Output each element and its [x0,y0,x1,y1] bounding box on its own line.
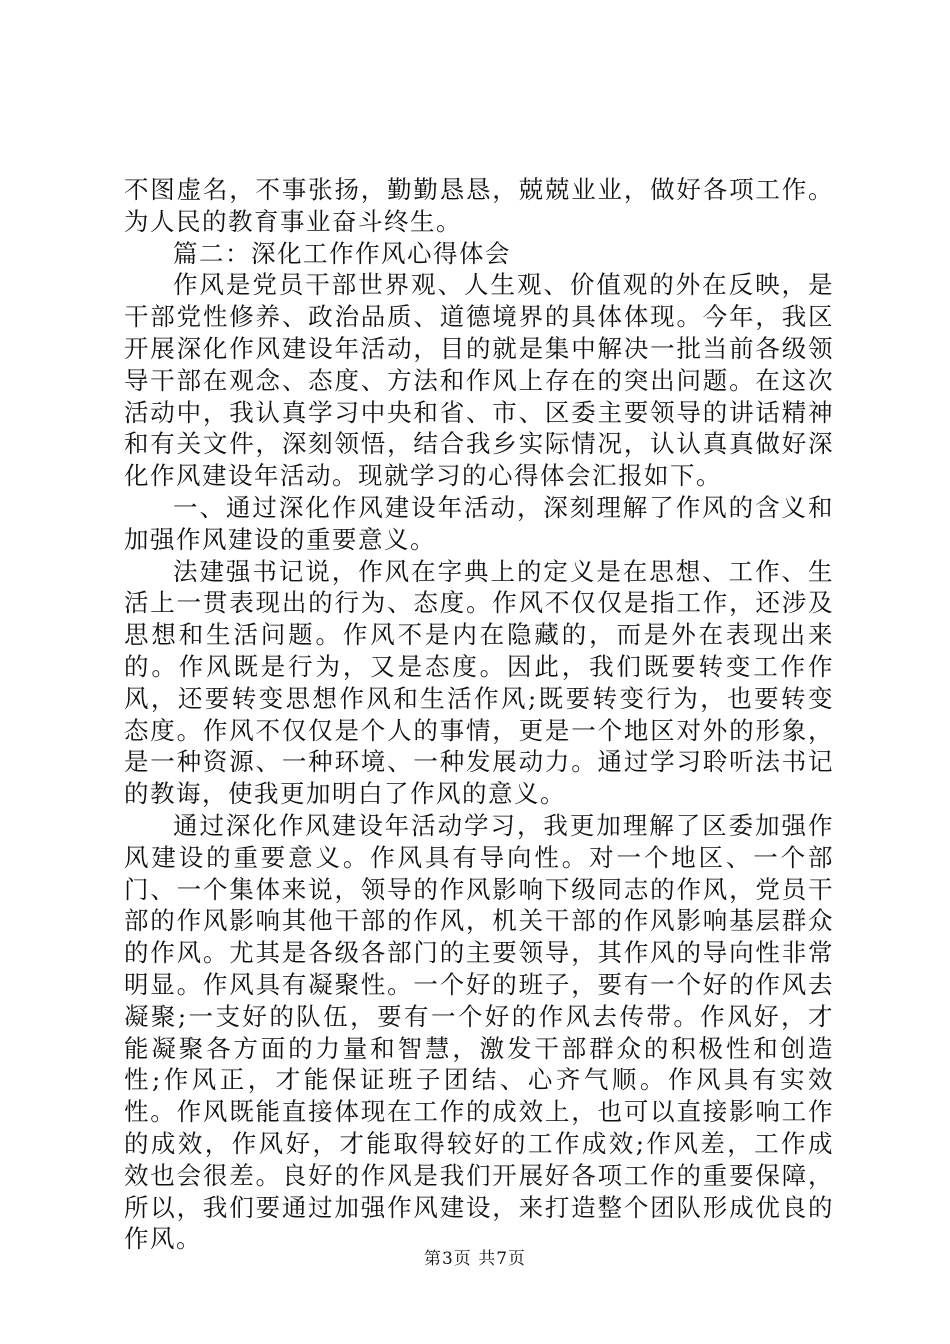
paragraph-point-one: 一、通过深化作风建设年活动，深刻理解了作风的含义和加强作风建设的重要意义。 [124,492,834,554]
paragraph-intro: 作风是党员干部世界观、人生观、价值观的外在反映，是干部党性修养、政治品质、道德境界的具体体现。今年，我区开展深化作风建设年活动，目的就是集中解决一批当前各级领导干部在观念、态度、方法和作风上存在的突出问题。在这次活动中，我认真学习中央和省、市、区委主要领导的讲话精神和有关文件，深刻领悟，结合我乡实际情况，认认真真做好深化作风建设年活动。现就学习的心得体会汇报如下。 [124,270,834,491]
section-heading: 篇二：深化工作作风心得体会 [173,238,511,268]
paragraph-continuation: 不图虚名，不事张扬，勤勤恳恳，兢兢业业，做好各项工作。为人民的教育事业奋斗终生。 [124,175,834,236]
document-body [124,174,834,1255]
paragraph-significance: 通过深化作风建设年活动学习，我更加理解了区委加强作风建设的重要意义。作风具有导向性。对一个地区、一个部门、一个集体来说，领导的作风影响下级同志的作风，党员干部的作风影响其他干部的作风，机关干部的作风影响基层群众的作风。尤其是各级各部门的主要领导，其作风的导向性非常明显。作风具有凝聚性。一个好的班子，要有一个好的作风去凝聚;一支好的队伍，要有一个好的作风去传带。作风好，才能凝聚各方面的力量和智慧，激发干部群众的积极性和创造性;作风正，才能保证班子团结、心齐气顺。作风具有实效性。作风既能直接体现在工作的成效上，也可以直接影响工作的成效，作风好，才能取得较好的工作成效;作风差，工作成效也会很差。良好的作风是我们开展好各项工作的重要保障，所以，我们要通过加强作风建设，来打造整个团队形成优良的作风。 [124,810,834,1254]
paragraph-definition: 法建强书记说，作风在字典上的定义是在思想、工作、生活上一贯表现出的行为、态度。作风不仅仅是指工作，还涉及思想和生活问题。作风不是内在隐藏的，而是外在表现出来的。作风既是行为，又是态度。因此，我们既要转变工作作风，还要转变思想作风和生活作风;既要转变行为，也要转变态度。作风不仅仅是个人的事情，更是一个地区对外的形象，是一种资源、一种环境、一种发展动力。通过学习聆听法书记的教诲，使我更加明白了作风的意义。 [124,556,834,809]
page-number-footer: 第3页 共7页 [423,1249,527,1269]
